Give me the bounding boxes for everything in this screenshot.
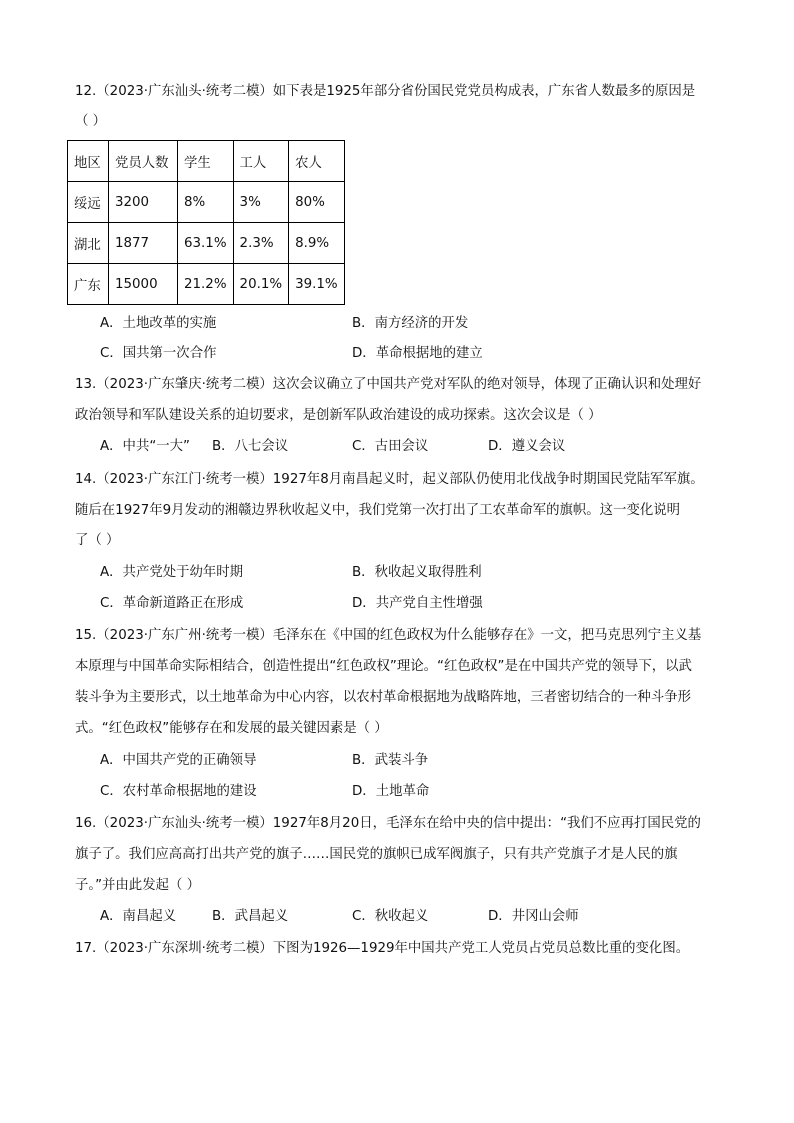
q15-stem-line-2: 本原理与中国革命实际相结合，创造性提出“红色政权”理论。“红色政权”是在中国共产党的领导下，以武 [75, 659, 692, 674]
table-cell: 湖北 [68, 223, 109, 264]
table-header-row [68, 141, 345, 182]
table-cell: 绥远 [68, 182, 109, 223]
q12-option-c[interactable]: C．国共第一次合作 [100, 346, 217, 361]
table-cell: 3200 [109, 182, 178, 223]
q14-option-b[interactable]: B．秋收起义取得胜利 [352, 565, 482, 580]
table-cell: 39.1% [289, 264, 345, 305]
table-cell: 21.2% [178, 264, 234, 305]
q12-option-a[interactable]: A．土地改革的实施 [100, 316, 217, 331]
q16-option-a[interactable]: A．南昌起义 [100, 909, 177, 924]
table-cell: 63.1% [178, 223, 234, 264]
table-cell: 广东 [68, 264, 109, 305]
q12-option-b[interactable]: B．南方经济的开发 [352, 316, 469, 331]
q13-option-c[interactable]: C．古田会议 [352, 439, 429, 454]
q15-option-a[interactable]: A．中国共产党的正确领导 [100, 753, 257, 768]
q16-option-c[interactable]: C．秋收起义 [352, 909, 429, 924]
q12-option-d[interactable]: D．革命根据地的建立 [352, 346, 483, 361]
table-header-cell: 党员人数 [109, 141, 178, 182]
q14-stem-line-2: 随后在1927年9月发动的湘赣边界秋收起义中，我们党第一次打出了工农革命军的旗帜。这一变化说明 [75, 503, 681, 518]
table-header-cell: 地区 [68, 141, 109, 182]
q12-table [67, 140, 345, 305]
q14-option-c[interactable]: C．革命新道路正在形成 [100, 596, 244, 611]
q16-stem-line-1: 16.（2023·广东汕头·统考一模）1927年8月20日，毛泽东在给中央的信中提出：“我们不应再打国民党的 [75, 816, 701, 831]
q16-stem-line-2: 旗子了。我们应高高打出共产党的旗子……国民党的旗帜已成军阀旗子，只有共产党旗子才是人民的旗 [75, 847, 678, 862]
q13-option-d[interactable]: D．遵义会议 [488, 439, 566, 454]
q14-option-d[interactable]: D．共产党自主性增强 [352, 596, 483, 611]
q13-stem-line-2: 政治领导和军队建设关系的迫切要求，是创新军队政治建设的成功探索。这次会议是（ ） [75, 408, 602, 423]
q14-option-a[interactable]: A．共产党处于幼年时期 [100, 565, 244, 580]
q14-stem-line-3: 了（ ） [75, 533, 120, 548]
q15-option-b[interactable]: B．武装斗争 [352, 753, 429, 768]
table-cell: 3% [233, 182, 289, 223]
q15-stem-line-3: 装斗争为主要形式，以土地革命为中心内容，以农村革命根据地为战略阵地，三者密切结合的一种斗争形 [75, 690, 691, 705]
table-cell: 2.3% [233, 223, 289, 264]
table-header-cell: 工人 [233, 141, 289, 182]
table-cell: 15000 [109, 264, 178, 305]
q14-stem-line-1: 14.（2023·广东江门·统考一模）1927年8月南昌起义时，起义部队仍使用北伐战争时期国民党陆军军旗。 [75, 472, 704, 487]
table-cell: 1877 [109, 223, 178, 264]
q17-stem-line-1: 17.（2023·广东深圳·统考二模）下图为1926—1929年中国共产党工人党员占党员总数比重的变化图。 [75, 941, 690, 956]
table-row [68, 264, 345, 305]
q16-option-b[interactable]: B．武昌起义 [212, 909, 289, 924]
table-row [68, 223, 345, 264]
table-cell: 80% [289, 182, 345, 223]
q15-stem-line-4: 式。“红色政权”能够存在和发展的最关键因素是（ ） [75, 721, 388, 736]
q13-stem-line-1: 13.（2023·广东肇庆·统考二模）这次会议确立了中国共产党对军队的绝对领导，体现了正确认识和处理好 [75, 377, 702, 392]
q15-stem-line-1: 15.（2023·广东广州·统考一模）毛泽东在《中国的红色政权为什么能够存在》一文，把马克思列宁主义基 [75, 628, 702, 643]
table-cell: 8% [178, 182, 234, 223]
q16-stem-line-3: 子。”并由此发起（ ） [75, 878, 201, 893]
table-row [68, 182, 345, 223]
q12-stem-line-2: （ ） [75, 114, 107, 129]
q13-option-b[interactable]: B．八七会议 [212, 439, 289, 454]
q12-stem-line-1: 12.（2023·广东汕头·统考二模）如下表是1925年部分省份国民党党员构成表，广东省人数最多的原因是 [75, 84, 696, 99]
q16-option-d[interactable]: D．井冈山会师 [488, 909, 579, 924]
table-cell: 8.9% [289, 223, 345, 264]
q13-option-a[interactable]: A．中共“一大” [100, 439, 190, 454]
q15-option-d[interactable]: D．土地革命 [352, 784, 430, 799]
table-header-cell: 学生 [178, 141, 234, 182]
table-header-cell: 农人 [289, 141, 345, 182]
table-cell: 20.1% [233, 264, 289, 305]
q15-option-c[interactable]: C．农村革命根据地的建设 [100, 784, 257, 799]
